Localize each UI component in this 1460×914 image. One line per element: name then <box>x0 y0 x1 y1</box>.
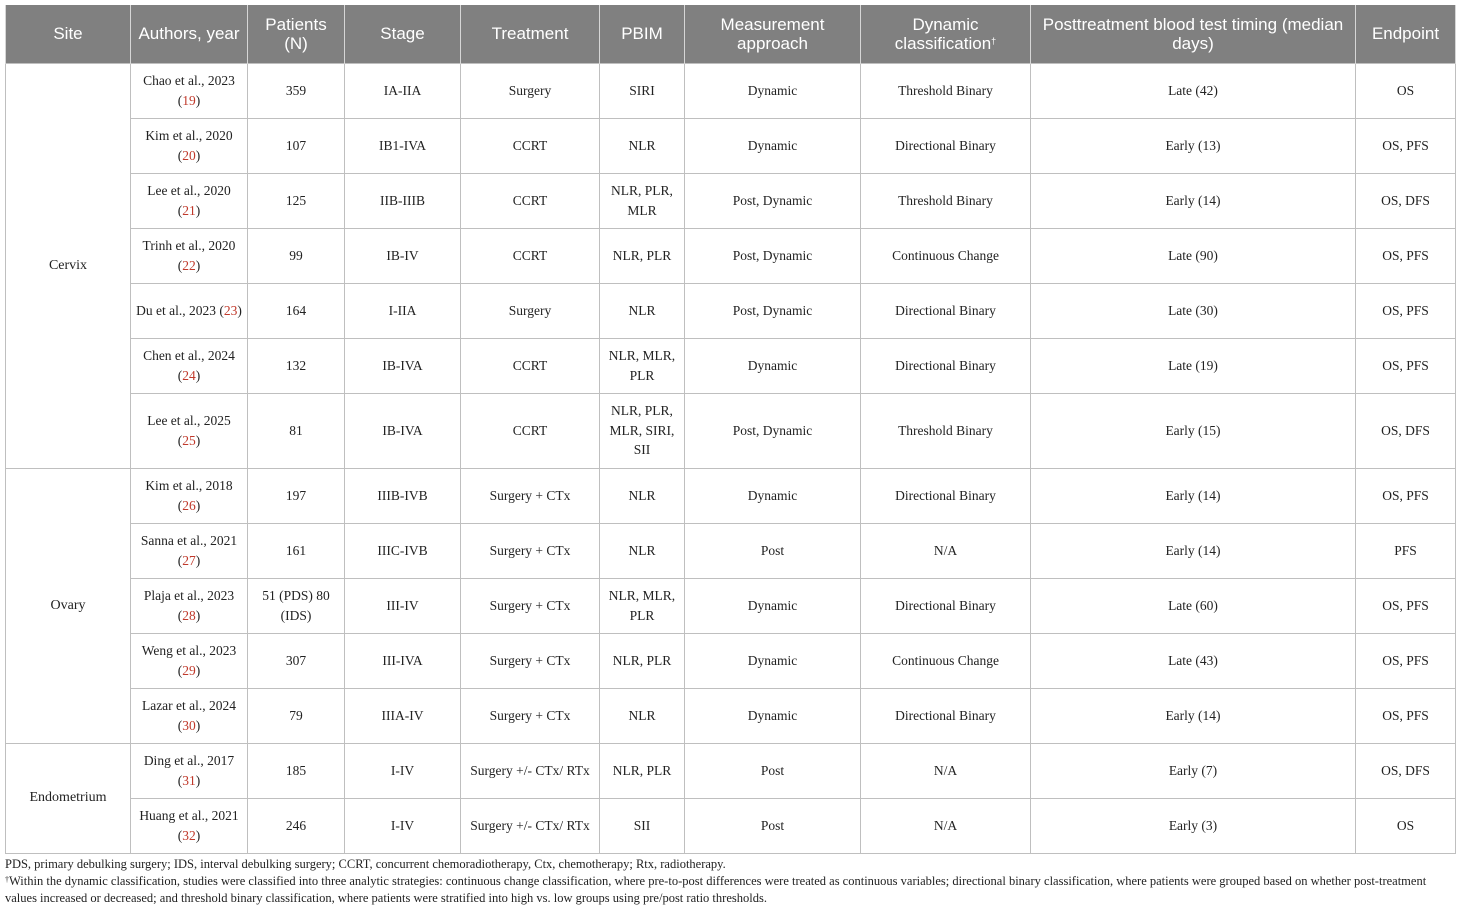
cell-authors-year: Huang et al., 2021 (32) <box>131 798 248 853</box>
reference-link[interactable]: 26 <box>182 497 196 513</box>
cell-blood-test-timing: Early (14) <box>1031 523 1356 578</box>
cell-pbim: NLR, PLR <box>600 743 685 798</box>
cell-treatment: Surgery <box>461 63 600 118</box>
cell-patients: 359 <box>248 63 345 118</box>
cell-endpoint: OS <box>1356 798 1456 853</box>
cell-measurement-approach: Post <box>685 743 861 798</box>
cell-authors-year: Chao et al., 2023 (19) <box>131 63 248 118</box>
cell-treatment: CCRT <box>461 118 600 173</box>
cell-patients: 107 <box>248 118 345 173</box>
cell-treatment: CCRT <box>461 393 600 468</box>
header-patients: Patients (N) <box>248 5 345 63</box>
cell-authors-year: Lazar et al., 2024 (30) <box>131 688 248 743</box>
reference-link[interactable]: 30 <box>182 717 196 733</box>
cell-measurement-approach: Dynamic <box>685 468 861 523</box>
author-text: Lee et al., 2020 <box>147 183 231 198</box>
cell-endpoint: OS, PFS <box>1356 228 1456 283</box>
cell-dynamic-classification: N/A <box>861 523 1031 578</box>
cell-blood-test-timing: Late (60) <box>1031 578 1356 633</box>
table-row <box>6 283 1456 338</box>
table-row <box>6 118 1456 173</box>
cell-blood-test-timing: Late (30) <box>1031 283 1356 338</box>
cell-patients: 125 <box>248 173 345 228</box>
cell-patients: 307 <box>248 633 345 688</box>
cell-authors-year: Lee et al., 2025 (25) <box>131 393 248 468</box>
header-stage: Stage <box>345 5 461 63</box>
abbreviations-note: PDS, primary debulking surgery; IDS, interval debulking surgery; CCRT, concurrent chemoradiotherapy, Ctx, chemotherapy; Rtx, radiotherapy. <box>5 857 726 871</box>
author-text: Trinh et al., 2020 <box>142 238 236 253</box>
cell-blood-test-timing: Late (42) <box>1031 63 1356 118</box>
cell-pbim: NLR, PLR <box>600 228 685 283</box>
cell-patients: 79 <box>248 688 345 743</box>
cell-endpoint: PFS <box>1356 523 1456 578</box>
cell-dynamic-classification: Directional Binary <box>861 338 1031 393</box>
cell-patients: 99 <box>248 228 345 283</box>
table-footnotes <box>5 856 1455 907</box>
table-body <box>6 63 1456 853</box>
cell-endpoint: OS, PFS <box>1356 338 1456 393</box>
cell-pbim: NLR <box>600 283 685 338</box>
cell-endpoint: OS, DFS <box>1356 393 1456 468</box>
cell-stage: III-IVA <box>345 633 461 688</box>
cell-treatment: CCRT <box>461 228 600 283</box>
cell-measurement-approach: Dynamic <box>685 63 861 118</box>
cell-stage: I-IIA <box>345 283 461 338</box>
cell-dynamic-classification: Threshold Binary <box>861 173 1031 228</box>
reference-link[interactable]: 21 <box>182 202 196 218</box>
cell-stage: I-IV <box>345 743 461 798</box>
cell-treatment: Surgery +/- CTx/ RTx <box>461 798 600 853</box>
cell-treatment: Surgery + CTx <box>461 468 600 523</box>
header-treatment: Treatment <box>461 5 600 63</box>
cell-endpoint: OS, DFS <box>1356 743 1456 798</box>
header-pbim: PBIM <box>600 5 685 63</box>
header-endpoint: Endpoint <box>1356 5 1456 63</box>
cell-blood-test-timing: Late (90) <box>1031 228 1356 283</box>
cell-pbim: NLR, PLR, MLR, SIRI, SII <box>600 393 685 468</box>
cell-authors-year: Sanna et al., 2021 (27) <box>131 523 248 578</box>
cell-stage: IIIC-IVB <box>345 523 461 578</box>
header-authors-year: Authors, year <box>131 5 248 63</box>
cell-blood-test-timing: Early (13) <box>1031 118 1356 173</box>
cell-measurement-approach: Post, Dynamic <box>685 393 861 468</box>
cell-dynamic-classification: N/A <box>861 798 1031 853</box>
cell-treatment: Surgery + CTx <box>461 578 600 633</box>
table-row <box>6 228 1456 283</box>
table-row <box>6 633 1456 688</box>
author-text: Sanna et al., 2021 <box>140 533 238 548</box>
cell-treatment: CCRT <box>461 338 600 393</box>
table-row <box>6 743 1456 798</box>
reference-link[interactable]: 19 <box>182 92 196 108</box>
table-row <box>6 393 1456 468</box>
cell-patients: 197 <box>248 468 345 523</box>
cell-treatment: Surgery + CTx <box>461 633 600 688</box>
author-text: Weng et al., 2023 <box>141 643 237 658</box>
cell-endpoint: OS <box>1356 63 1456 118</box>
cell-stage: I-IV <box>345 798 461 853</box>
cell-treatment: Surgery + CTx <box>461 688 600 743</box>
cell-patients: 132 <box>248 338 345 393</box>
cell-blood-test-timing: Early (3) <box>1031 798 1356 853</box>
header-blood-test-timing: Posttreatment blood test timing (median days) <box>1031 5 1356 63</box>
cell-authors-year: Kim et al., 2018 (26) <box>131 468 248 523</box>
cell-pbim: NLR, PLR, MLR <box>600 173 685 228</box>
cell-blood-test-timing: Early (7) <box>1031 743 1356 798</box>
cell-blood-test-timing: Early (14) <box>1031 688 1356 743</box>
dagger-mark: † <box>991 35 997 46</box>
header-dynamic-classification <box>861 5 1031 63</box>
cell-dynamic-classification: Directional Binary <box>861 468 1031 523</box>
cell-blood-test-timing: Late (43) <box>1031 633 1356 688</box>
cell-stage: IIIB-IVB <box>345 468 461 523</box>
reference-link[interactable]: 24 <box>182 367 196 383</box>
cell-dynamic-classification: Threshold Binary <box>861 393 1031 468</box>
cell-endpoint: OS, PFS <box>1356 578 1456 633</box>
reference-link[interactable]: 22 <box>182 257 196 273</box>
reference-link[interactable]: 29 <box>182 662 196 678</box>
cell-endpoint: OS, PFS <box>1356 283 1456 338</box>
cell-patients: 246 <box>248 798 345 853</box>
cell-treatment: CCRT <box>461 173 600 228</box>
reference-link[interactable]: 20 <box>182 147 196 163</box>
cell-dynamic-classification: Continuous Change <box>861 228 1031 283</box>
header-row <box>6 5 1456 63</box>
cell-pbim: NLR, PLR <box>600 633 685 688</box>
header-site: Site <box>6 5 131 63</box>
author-text: Ding et al., 2017 <box>143 753 235 768</box>
cell-treatment: Surgery +/- CTx/ RTx <box>461 743 600 798</box>
table-row <box>6 338 1456 393</box>
cell-dynamic-classification: N/A <box>861 743 1031 798</box>
table-container <box>5 5 1455 854</box>
author-text: Lee et al., 2025 <box>147 413 231 428</box>
reference-link[interactable]: 28 <box>182 607 196 623</box>
table-row <box>6 63 1456 118</box>
reference-link[interactable]: 32 <box>182 827 196 843</box>
reference-link[interactable]: 25 <box>182 432 196 448</box>
cell-authors-year: Lee et al., 2020 (21) <box>131 173 248 228</box>
cell-pbim: NLR, MLR, PLR <box>600 578 685 633</box>
cell-measurement-approach: Dynamic <box>685 578 861 633</box>
cell-patients: 164 <box>248 283 345 338</box>
header-measurement-approach: Measurement approach <box>685 5 861 63</box>
cell-stage: IIIA-IV <box>345 688 461 743</box>
cell-stage: IB-IVA <box>345 393 461 468</box>
reference-link[interactable]: 27 <box>182 552 196 568</box>
cell-pbim: NLR, MLR, PLR <box>600 338 685 393</box>
cell-patients: 185 <box>248 743 345 798</box>
cell-site: Cervix <box>6 63 131 468</box>
author-text: Du et al., 2023 <box>136 302 216 318</box>
cell-endpoint: OS, PFS <box>1356 633 1456 688</box>
cell-measurement-approach: Post, Dynamic <box>685 228 861 283</box>
table-row <box>6 523 1456 578</box>
cell-authors-year: Trinh et al., 2020 (22) <box>131 228 248 283</box>
cell-measurement-approach: Dynamic <box>685 118 861 173</box>
author-text: Kim et al., 2018 <box>145 478 233 493</box>
cell-dynamic-classification: Directional Binary <box>861 578 1031 633</box>
table-row <box>6 468 1456 523</box>
cell-patients: 51 (PDS) 80 (IDS) <box>248 578 345 633</box>
cell-endpoint: OS, PFS <box>1356 468 1456 523</box>
cell-pbim: SIRI <box>600 63 685 118</box>
cell-authors-year: Plaja et al., 2023 (28) <box>131 578 248 633</box>
cell-stage: IA-IIA <box>345 63 461 118</box>
cell-endpoint: OS, PFS <box>1356 688 1456 743</box>
cell-dynamic-classification: Directional Binary <box>861 688 1031 743</box>
cell-authors-year: Du et al., 2023 (23) <box>131 283 248 338</box>
cell-pbim: NLR <box>600 118 685 173</box>
cell-site: Endometrium <box>6 743 131 853</box>
dagger-note-text: Within the dynamic classification, studies were classified into three analytic strategies: continuous change classification, where pre-to-post differences were treated as continuous variables; directional binary classification, where patients were grouped based on whether post-treatment values increased or decreased; and threshold binary classification, where patients were stratified into high vs. low groups using pre/post ratio thresholds. <box>5 874 1427 905</box>
cell-site: Ovary <box>6 468 131 743</box>
cell-blood-test-timing: Early (14) <box>1031 173 1356 228</box>
author-text: Lazar et al., 2024 <box>141 698 237 713</box>
cell-dynamic-classification: Directional Binary <box>861 283 1031 338</box>
author-text: Kim et al., 2020 <box>145 128 233 143</box>
cell-measurement-approach: Post <box>685 523 861 578</box>
cell-patients: 81 <box>248 393 345 468</box>
dagger-note <box>5 873 1455 907</box>
cell-treatment: Surgery + CTx <box>461 523 600 578</box>
cell-stage: IIB-IIIB <box>345 173 461 228</box>
cell-measurement-approach: Post, Dynamic <box>685 283 861 338</box>
cell-patients: 161 <box>248 523 345 578</box>
table-row <box>6 173 1456 228</box>
cell-pbim: NLR <box>600 468 685 523</box>
cell-authors-year: Kim et al., 2020 (20) <box>131 118 248 173</box>
cell-measurement-approach: Dynamic <box>685 688 861 743</box>
cell-stage: IB-IV <box>345 228 461 283</box>
cell-blood-test-timing: Early (14) <box>1031 468 1356 523</box>
cell-blood-test-timing: Late (19) <box>1031 338 1356 393</box>
table-row <box>6 688 1456 743</box>
reference-link[interactable]: 23 <box>223 302 238 318</box>
cell-measurement-approach: Post <box>685 798 861 853</box>
author-text: Plaja et al., 2023 <box>143 588 235 603</box>
cell-blood-test-timing: Early (15) <box>1031 393 1356 468</box>
cell-dynamic-classification: Threshold Binary <box>861 63 1031 118</box>
cell-endpoint: OS, DFS <box>1356 173 1456 228</box>
cell-treatment: Surgery <box>461 283 600 338</box>
table-row <box>6 798 1456 853</box>
reference-link[interactable]: 31 <box>182 772 196 788</box>
cell-measurement-approach: Post, Dynamic <box>685 173 861 228</box>
cell-authors-year: Chen et al., 2024 (24) <box>131 338 248 393</box>
cell-measurement-approach: Dynamic <box>685 338 861 393</box>
studies-table <box>5 5 1456 854</box>
cell-stage: IB1-IVA <box>345 118 461 173</box>
author-text: Huang et al., 2021 <box>139 808 239 823</box>
cell-dynamic-classification: Directional Binary <box>861 118 1031 173</box>
cell-authors-year: Ding et al., 2017 (31) <box>131 743 248 798</box>
table-row <box>6 578 1456 633</box>
cell-pbim: SII <box>600 798 685 853</box>
cell-authors-year: Weng et al., 2023 (29) <box>131 633 248 688</box>
cell-stage: IB-IVA <box>345 338 461 393</box>
cell-endpoint: OS, PFS <box>1356 118 1456 173</box>
header-dynamic-classification-label: Dynamic classification <box>894 14 992 53</box>
cell-pbim: NLR <box>600 523 685 578</box>
author-text: Chen et al., 2024 <box>143 348 235 363</box>
cell-measurement-approach: Dynamic <box>685 633 861 688</box>
author-text: Chao et al., 2023 <box>143 73 235 88</box>
cell-pbim: NLR <box>600 688 685 743</box>
cell-dynamic-classification: Continuous Change <box>861 633 1031 688</box>
cell-stage: III-IV <box>345 578 461 633</box>
dagger-mark: † <box>5 875 9 884</box>
